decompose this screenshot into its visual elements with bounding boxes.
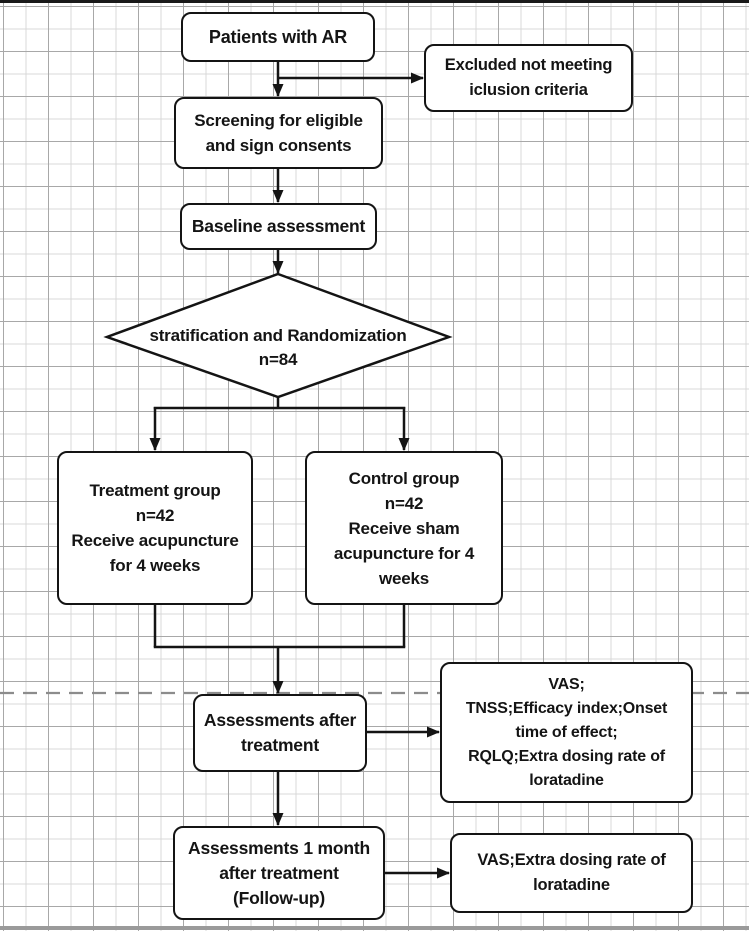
- node-assessments-after-treatment: [193, 694, 367, 772]
- node-label: TNSS;Efficacy index;Onset: [465, 699, 668, 717]
- node-label: and sign consents: [205, 136, 352, 155]
- node-label: (Follow-up): [232, 887, 326, 908]
- node-label: loratadine: [529, 771, 604, 789]
- node-label: Screening for eligible: [194, 111, 363, 130]
- node-label: Excluded not meeting: [444, 56, 613, 74]
- node-control-group: [305, 451, 503, 605]
- node-excluded: [424, 44, 633, 112]
- node-label: acupuncture for 4: [333, 543, 475, 563]
- node-screening: [174, 97, 383, 169]
- node-outcomes-followup: [450, 833, 693, 913]
- node-label: stratification and Randomization: [149, 326, 407, 345]
- figure-top-border: [0, 0, 749, 3]
- node-label: n=84: [258, 350, 298, 369]
- node-label: loratadine: [533, 876, 610, 894]
- node-label: Receive sham: [348, 518, 460, 538]
- node-label: n=42: [135, 506, 175, 525]
- node-label: for 4 weeks: [109, 556, 201, 575]
- node-assessments-followup: [173, 826, 385, 920]
- node-label: treatment: [241, 735, 319, 755]
- node-label: Patients with AR: [208, 26, 348, 47]
- node-patients-with-ar: [181, 12, 375, 62]
- node-baseline-assessment: [180, 203, 377, 250]
- node-label: RQLQ;Extra dosing rate of: [468, 747, 665, 765]
- node-label: Receive acupuncture: [71, 531, 239, 550]
- node-label: VAS;Extra dosing rate of: [477, 851, 666, 869]
- node-randomization-label: [106, 276, 450, 394]
- node-treatment-group: [57, 451, 253, 605]
- node-label: Assessments after: [203, 710, 357, 730]
- node-label: weeks: [378, 568, 430, 588]
- node-outcomes-after-treatment: [440, 662, 693, 803]
- node-label: VAS;: [548, 675, 585, 693]
- figure-bottom-border: [0, 926, 749, 930]
- node-label: Control group: [348, 468, 460, 488]
- node-label: Baseline assessment: [191, 216, 366, 236]
- node-label: n=42: [384, 493, 424, 513]
- node-label: time of effect;: [515, 723, 618, 741]
- node-label: after treatment: [219, 862, 339, 883]
- node-label: Assessments 1 month: [188, 837, 370, 858]
- node-label: Treatment group: [89, 481, 221, 500]
- node-label: iclusion criteria: [469, 81, 588, 99]
